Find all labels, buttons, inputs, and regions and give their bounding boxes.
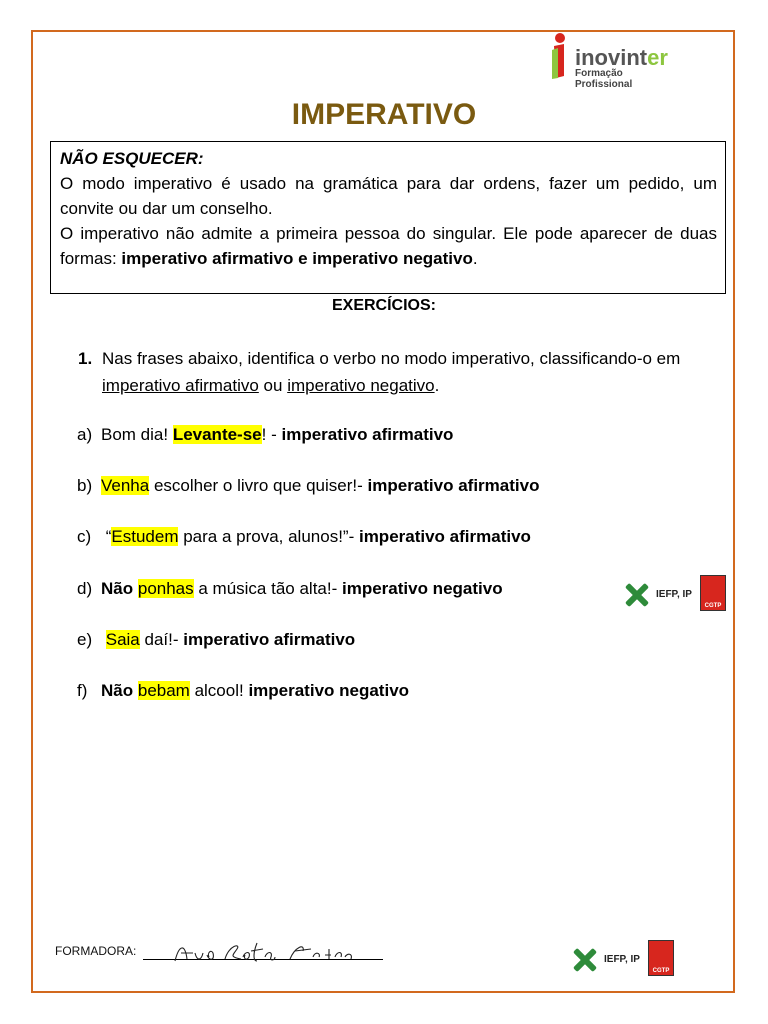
imperative-verb: Venha	[101, 476, 150, 495]
answer: imperativo afirmativo	[358, 527, 531, 546]
question-number: 1.	[78, 349, 93, 368]
imperative-verb: bebam	[137, 681, 190, 700]
inovinter-logo	[548, 32, 678, 90]
iefp-x-icon	[570, 946, 598, 974]
answer: imperativo negativo	[248, 681, 410, 700]
exercise-item-f: f) Não bebam alcool! imperativo negativo	[77, 681, 410, 700]
exercise-item-a: a) Bom dia! Levante-se! - imperativo afirmativo	[77, 425, 454, 444]
iefp-cgtp-footer-logo: IEFP, IP CGTP	[570, 940, 680, 980]
reminder-paragraph-1: O modo imperativo é usado na gramática para dar ordens, fazer um pedido, um convite ou dar um conselho.	[60, 174, 717, 218]
imperative-verb: Estudem	[111, 527, 179, 546]
iefp-x-icon	[622, 581, 650, 609]
imperative-verb: Saia	[105, 630, 140, 649]
exercise-item-b: b) Venha escolher o livro que quiser!- imperativo afirmativo	[77, 476, 540, 495]
imperative-verb: Levante-se	[172, 425, 262, 444]
reminder-heading: NÃO ESQUECER:	[60, 149, 204, 168]
exercise-item-d: d) Não ponhas a música tão alta!- imperativo negativo	[77, 579, 503, 598]
exercise-item-e: e) Saia daí!- imperativo afirmativo	[77, 630, 356, 649]
cgtp-logo: CGTP	[700, 575, 726, 611]
inovinter-mark-icon	[548, 32, 574, 80]
formadora-label: FORMADORA:	[55, 944, 137, 958]
reminder-paragraph-2: O imperativo não admite a primeira pessoa do singular. Ele pode aparecer de duas formas: imperativo afirmativo e imperativo negativo.	[60, 224, 717, 268]
exercise-item-c: c) “Estudem para a prova, alunos!”- imperativo afirmativo	[77, 527, 531, 546]
reminder-box	[50, 141, 726, 294]
logo-tagline: Formação Profissional	[575, 68, 633, 90]
question-text: Nas frases abaixo, identifica o verbo no modo imperativo, classificando-o em imperativo afirmativo ou imperativo negativo.	[102, 349, 681, 395]
logo-name: inovinter	[575, 45, 668, 70]
exercises-heading: EXERCÍCIOS:	[331, 297, 436, 314]
page-title: IMPERATIVO	[291, 98, 477, 131]
question-1	[78, 345, 728, 399]
answer: imperativo negativo	[341, 579, 503, 598]
imperative-verb: ponhas	[137, 579, 194, 598]
cgtp-logo: CGTP	[648, 940, 674, 976]
answer: imperativo afirmativo	[183, 630, 356, 649]
signature	[145, 935, 385, 969]
iefp-cgtp-logo: IEFP, IP CGTP	[622, 575, 732, 615]
answer: imperativo afirmativo	[367, 476, 540, 495]
answer: imperativo afirmativo	[281, 425, 454, 444]
